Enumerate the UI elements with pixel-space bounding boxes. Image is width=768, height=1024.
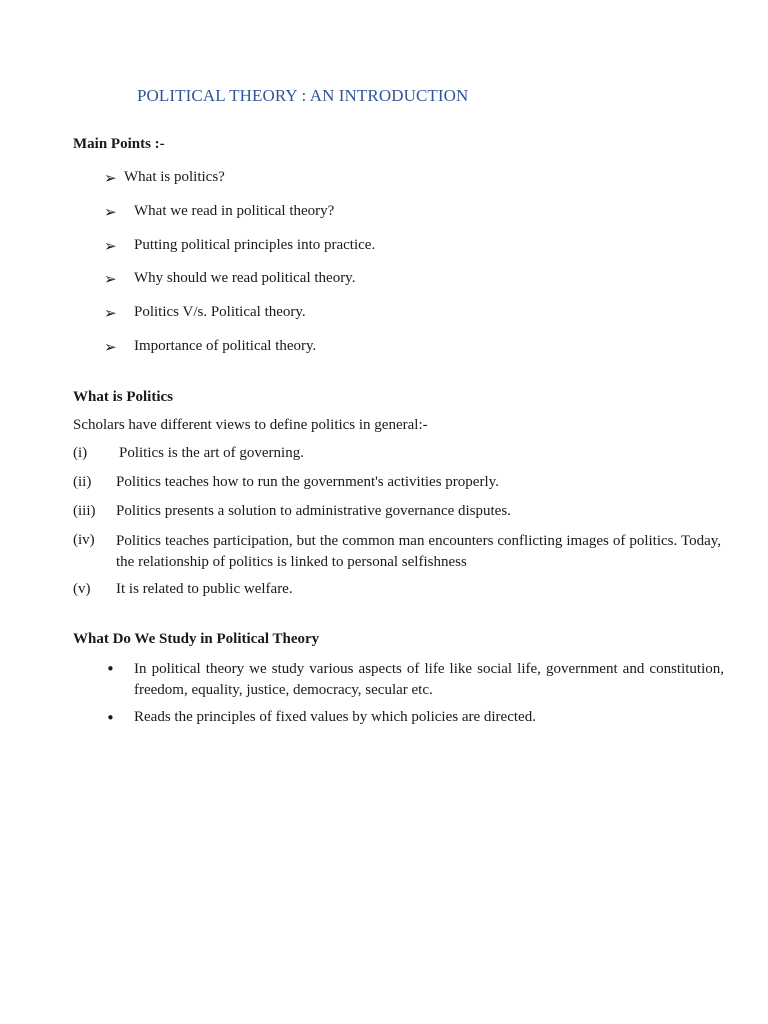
item-number: (ii)	[73, 474, 92, 490]
list-item-text: What we read in political theory?	[134, 203, 335, 219]
list-item-text: Putting political principles into practice.	[134, 237, 376, 253]
item-text: Politics presents a solution to administrative governance disputes.	[116, 503, 511, 519]
what-is-politics-heading: What is Politics	[73, 389, 173, 405]
bullet-icon: •	[106, 660, 115, 678]
arrow-bullet-icon: ➢	[104, 237, 117, 255]
item-number: (i)	[73, 445, 88, 461]
arrow-bullet-icon: ➢	[104, 338, 117, 356]
politics-intro: Scholars have different views to define politics in general:-	[73, 417, 428, 433]
item-number: (iii)	[73, 503, 96, 519]
list-item-text: Importance of political theory.	[134, 338, 317, 354]
main-points-heading: Main Points :-	[73, 136, 165, 152]
list-item-text: Politics V/s. Political theory.	[134, 304, 306, 320]
item-text: Politics is the art of governing.	[119, 445, 304, 461]
arrow-bullet-icon: ➢	[104, 270, 117, 288]
item-number: (v)	[73, 581, 91, 597]
arrow-bullet-icon: ➢	[104, 203, 117, 221]
study-heading: What Do We Study in Political Theory	[73, 631, 320, 647]
item-text: Politics teaches how to run the government's activities properly.	[116, 474, 499, 490]
list-item-text: In political theory we study various aspects of life like social life, government and constitution, freedom, equality, justice, democracy, secular etc.	[134, 661, 724, 698]
arrow-bullet-icon: ➢	[104, 304, 117, 322]
list-item-text: Why should we read political theory.	[134, 270, 356, 286]
arrow-bullet-icon: ➢	[104, 169, 117, 187]
list-item-text: What is politics?	[124, 169, 225, 185]
bullet-icon: •	[106, 709, 115, 727]
item-text: Politics teaches participation, but the common man encounters conflicting images of politics. Today, the relationship of politics is linked to personal selfishness	[116, 533, 721, 570]
item-text: It is related to public welfare.	[116, 581, 293, 597]
document-title: POLITICAL THEORY : AN INTRODUCTION	[137, 86, 469, 105]
list-item-text: Reads the principles of fixed values by which policies are directed.	[134, 709, 536, 725]
item-number: (iv)	[73, 532, 95, 548]
